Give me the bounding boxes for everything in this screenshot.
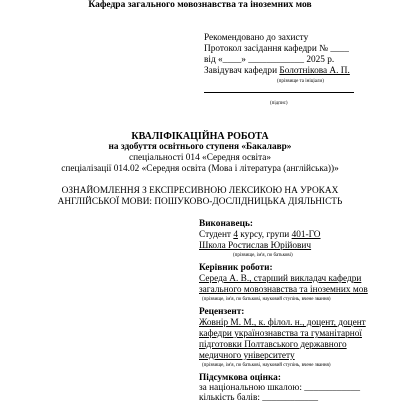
group-number: 401-ГО (291, 230, 321, 240)
performer-label: Виконавець: (199, 219, 253, 229)
reviewer-line-1: Жовнір М. М., к. філол. н., доцент, доцент (199, 318, 366, 328)
supervisor-caption: (прізвище, ім'я, по батькові, науковий ступінь, вчене звання) (202, 297, 331, 302)
signature-caption: (підпис) (270, 101, 288, 106)
performer-caption: (прізвище, ім'я, по батькові) (233, 253, 293, 258)
theme-line-2: АНГЛІЙСЬКОЇ МОВИ: ПОШУКОВО-ДОСЛІДНИЦЬКА ДІЯЛЬНІСТЬ (57, 197, 343, 207)
head-name: Болотнікова А. П. (279, 66, 350, 76)
degree-line: на здобуття освітнього ступеня «Бакалавр» (108, 142, 292, 152)
head-prefix: Завідувач кафедри (204, 66, 280, 76)
date-line: від «____» ____________ 2025 р. (204, 55, 335, 65)
specialization-line: спеціалізації 014.02 «Середня освіта (Мова і література (англійська))» (61, 164, 339, 174)
points-line: кількість балів: ____________ (199, 393, 319, 403)
reviewer-line-2: кафедри українознавства та гуманітарної (199, 329, 362, 339)
reviewer-label: Рецензент: (199, 307, 245, 317)
theme-line-1: ОЗНАЙОМЛЕННЯ З ЕКСПРЕСИВНОЮ ЛЕКСИКОЮ НА УРОКАХ (61, 186, 339, 196)
supervisor-line-2: загального мовознавства та іноземних мов (199, 285, 368, 295)
supervisor-line-1: Середа А. В., старший викладач кафедри (199, 274, 362, 284)
work-type-title: КВАЛІФІКАЦІЙНА РОБОТА (131, 131, 269, 142)
recommended-line: Рекомендовано до захисту (204, 33, 309, 43)
speciality-line: спеціальності 014 «Середня освіта» (128, 153, 272, 163)
reviewer-line-4: медичного університету (199, 351, 295, 361)
performer-name: Школа Ростислав Юрійович (199, 241, 312, 251)
course-group-text: курсу, групи (237, 230, 292, 240)
course-number: 4 (233, 230, 238, 240)
protocol-line: Протокол засідання кафедри № ____ (204, 44, 349, 54)
department-header: Кафедра загального мовознавства та іноземних мов (88, 0, 312, 10)
reviewer-line-3: підготовки Полтавського державного (199, 340, 347, 350)
signature-line (204, 92, 354, 93)
head-of-department-line (204, 66, 350, 76)
head-name-caption: (прізвище та ініціали) (277, 79, 324, 84)
supervisor-label: Керівник роботи: (199, 263, 273, 273)
assessment-label: Підсумкова оцінка: (199, 373, 281, 383)
national-scale-line: за національною шкалою: ____________ (199, 383, 361, 393)
student-prefix: Студент (199, 230, 234, 240)
performer-course-group (199, 230, 321, 240)
reviewer-caption: (прізвище, ім'я, по батькові, науковий ступінь, вчене звання) (202, 363, 331, 368)
